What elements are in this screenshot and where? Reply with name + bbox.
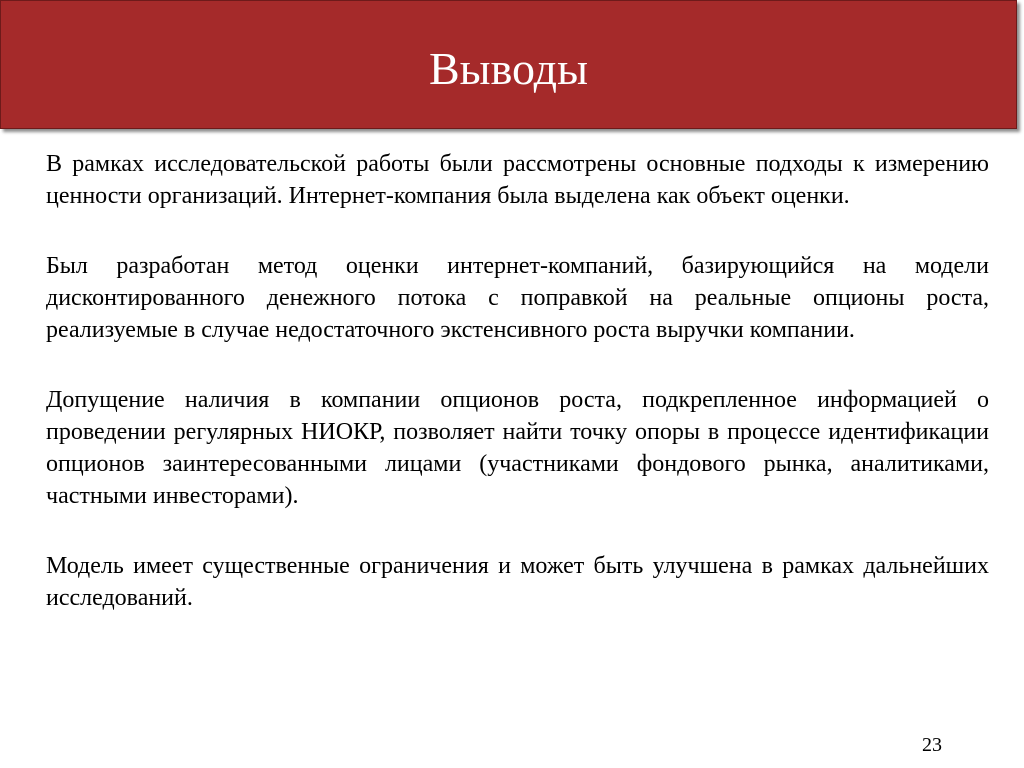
- slide-title: Выводы: [429, 43, 588, 94]
- paragraph-3: Допущение наличия в компании опционов роста, подкрепленное информацией о проведении регулярных НИОКР, позволяет найти точку опоры в процессе идентификации опционов заинтересованными лицами (участниками фондового рынка, аналитиками, частными инвесторами).: [46, 387, 989, 509]
- title-bar: [0, 0, 1017, 129]
- paragraph-1: В рамках исследовательской работы были рассмотрены основные подходы к измерению ценности организаций. Интернет-компания была выделена как объект оценки.: [46, 151, 989, 209]
- paragraph-2: Был разработан метод оценки интернет-компаний, базирующийся на модели дисконтированного денежного потока с поправкой на реальные опционы роста, реализуемые в случае недостаточного экстенсивного роста выручки компании.: [46, 253, 989, 343]
- paragraph-4: Модель имеет существенные ограничения и может быть улучшена в рамках дальнейших исследований.: [46, 553, 989, 611]
- page-number: 23: [922, 734, 942, 756]
- slide-body: [46, 148, 989, 652]
